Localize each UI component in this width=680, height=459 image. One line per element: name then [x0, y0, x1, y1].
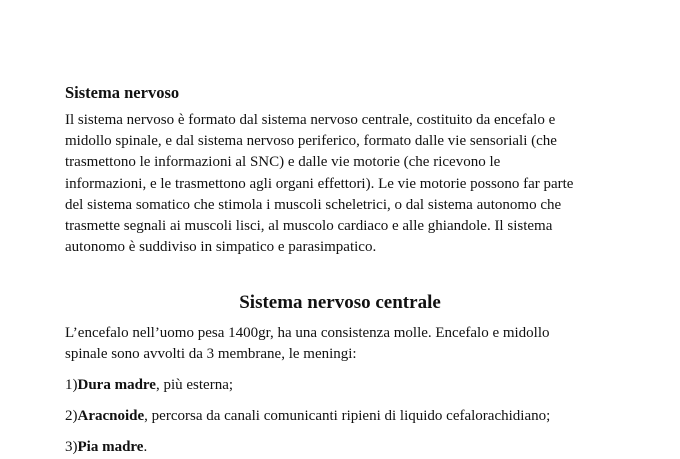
- list-item-aracnoide: [65, 406, 625, 427]
- paragraph-line: L’encefalo nell’uomo pesa 1400gr, ha una consistenza molle. Encefalo e midollo: [65, 325, 550, 341]
- section-heading-sistema-nervoso: Sistema nervoso: [65, 83, 180, 102]
- paragraph-line: del sistema somatico che stimola i muscoli scheletrici, o dal sistema autonomo che: [65, 196, 562, 213]
- list-term: Pia madre: [77, 439, 144, 456]
- list-text: , più esterna;: [155, 377, 234, 394]
- list-text: .: [143, 439, 148, 456]
- section-heading-sistema-nervoso-centrale: Sistema nervoso centrale: [239, 292, 441, 313]
- list-item-dura-madre: [65, 375, 625, 396]
- list-term: Aracnoide: [77, 408, 145, 425]
- list-number: 1): [65, 377, 78, 394]
- paragraph-line: Il sistema nervoso è formato dal sistema nervoso centrale, costituito da encefalo e: [65, 112, 556, 128]
- paragraph-line: informazioni, e le trasmettono agli organi effettori). Le vie motorie possono far parte: [65, 175, 574, 192]
- paragraph-line: spinale sono avvolti da 3 membrane, le meningi:: [65, 346, 357, 363]
- list-number: 3): [65, 439, 78, 456]
- list-text: , percorsa da canali comunicanti ripieni di liquido cefalorachidiano;: [144, 408, 551, 425]
- paragraph-line: midollo spinale, e dal sistema nervoso periferico, formato dalle vie sensoriali (che: [65, 133, 557, 150]
- list-term: Dura madre: [77, 377, 156, 394]
- list-item-pia-madre: [65, 437, 625, 458]
- paragraph-line: trasmettono le informazioni al SNC) e dalle vie motorie (che ricevono le: [65, 154, 501, 171]
- paragraph-sistema-nervoso: [65, 110, 625, 258]
- document-body: [65, 82, 625, 258]
- list-number: 2): [65, 408, 78, 425]
- paragraph-line: trasmette segnali ai muscoli lisci, al muscolo cardiaco e alle ghiandole. Il sistema: [65, 218, 553, 235]
- intro-paragraph: [65, 323, 625, 365]
- section-sistema-nervoso-centrale: [65, 323, 625, 458]
- paragraph-line: autonomo è suddiviso in simpatico e parasimpatico.: [65, 239, 377, 256]
